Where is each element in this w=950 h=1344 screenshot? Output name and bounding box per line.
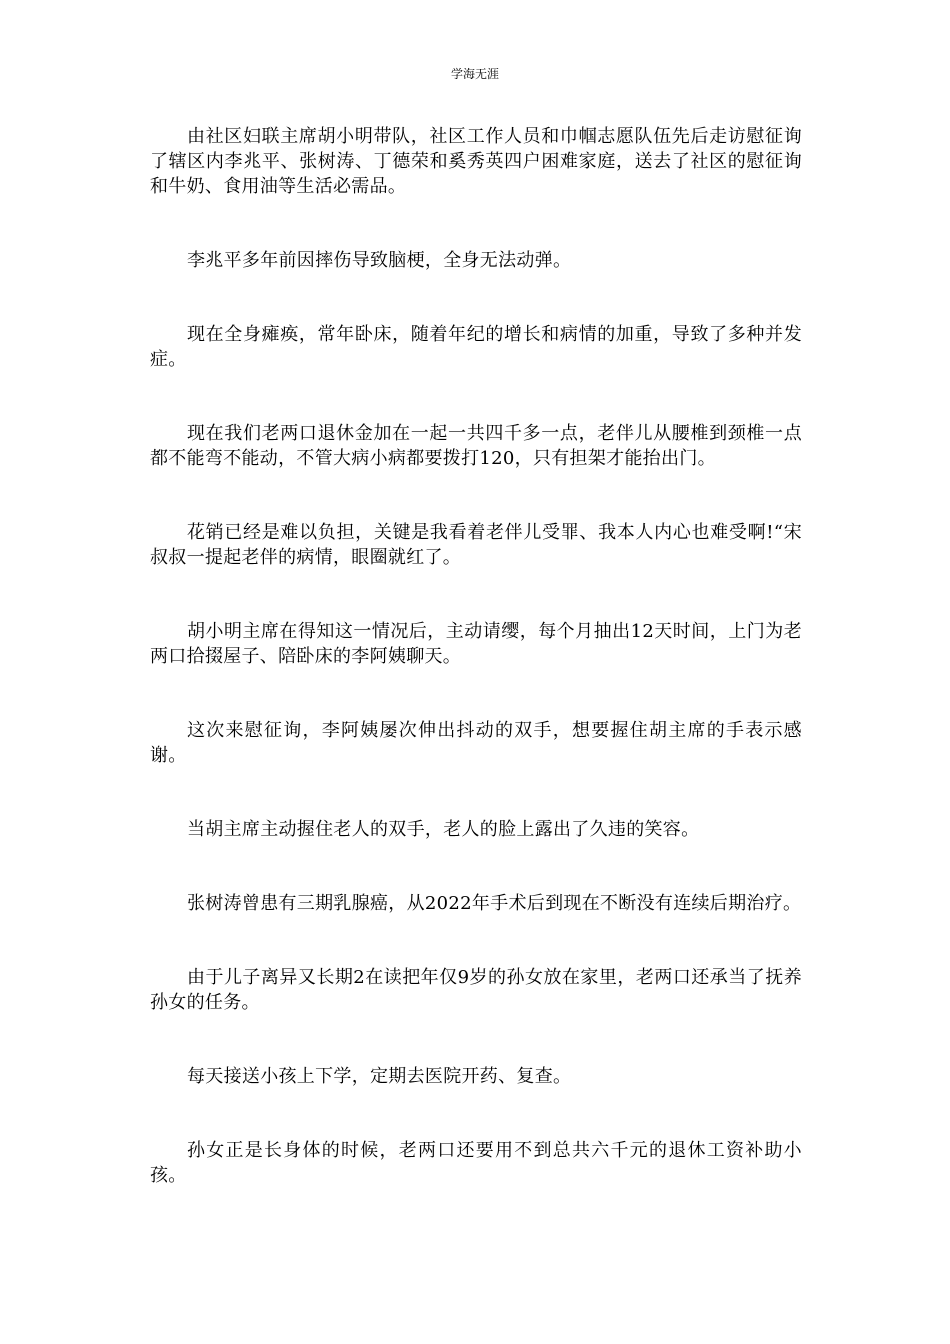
paragraph: 胡小明主席在得知这一情况后，主动请缨，每个月抽出12天时间，上门为老两口拾掇屋子、陪卧床的李阿姨聊天。 — [150, 621, 802, 667]
document-body — [150, 124, 802, 1237]
paragraph: 由于儿子离异又长期2在读把年仅9岁的孙女放在家里，老两口还承当了抚养孙女的任务。 — [150, 967, 802, 1013]
paragraph: 由社区妇联主席胡小明带队，社区工作人员和巾帼志愿队伍先后走访慰征询了辖区内李兆平、张树涛、丁德荣和奚秀英四户困难家庭，送去了社区的慰征询和牛奶、食用油等生活必需品。 — [150, 126, 802, 197]
paragraph: 花销已经是难以负担，关键是我看着老伴儿受罪、我本人内心也难受啊!“宋叔叔一提起老伴的病情，眼圈就红了。 — [150, 522, 802, 568]
paragraph: 李兆平多年前因摔伤导致脑梗，全身无法动弹。 — [187, 250, 572, 271]
paragraph: 张树涛曾患有三期乳腺癌，从2022年手术后到现在不断没有连续后期治疗。 — [187, 893, 802, 914]
paragraph: 现在全身瘫痪，常年卧床，随着年纪的增长和病情的加重，导致了多种并发症。 — [150, 324, 802, 370]
paragraph: 每天接送小孩上下学，定期去医院开药、复查。 — [187, 1066, 572, 1087]
paragraph: 现在我们老两口退休金加在一起一共四千多一点，老伴儿从腰椎到颈椎一点都不能弯不能动，不管大病小病都要拨打120，只有担架才能抬出门。 — [150, 423, 802, 469]
paragraph: 当胡主席主动握住老人的双手，老人的脸上露出了久违的笑容。 — [187, 819, 700, 840]
paragraph: 孙女正是长身体的时候，老两口还要用不到总共六千元的退休工资补助小孩。 — [150, 1140, 802, 1186]
paragraph: 这次来慰征询，李阿姨屡次伸出抖动的双手，想要握住胡主席的手表示感谢。 — [150, 720, 802, 766]
page-header: 学海无涯 — [450, 67, 499, 81]
